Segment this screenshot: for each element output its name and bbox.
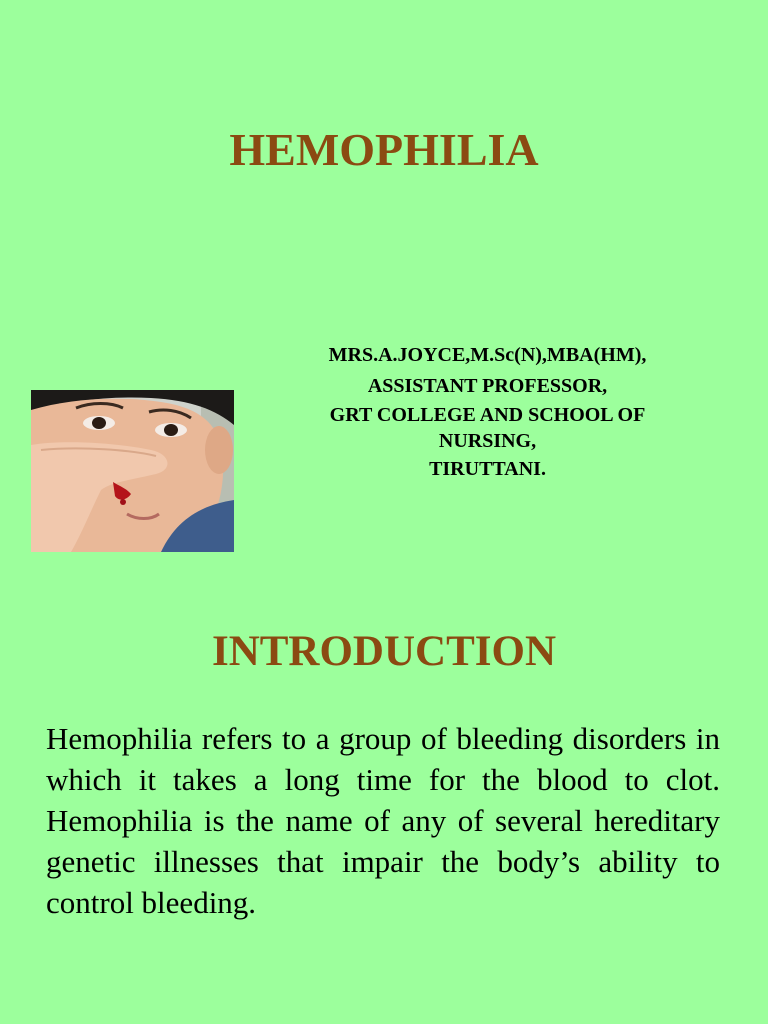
author-designation: ASSISTANT PROFESSOR, bbox=[367, 375, 608, 397]
section-title: INTRODUCTION bbox=[211, 628, 557, 675]
child-nosebleed-photo bbox=[31, 390, 234, 552]
author-location: TIRUTTANI. bbox=[429, 458, 546, 480]
author-name: MRS.A.JOYCE,M.Sc(N),MBA(HM), bbox=[328, 344, 647, 366]
author-institution-line2: NURSING, bbox=[438, 430, 537, 452]
author-institution-line1: GRT COLLEGE AND SCHOOL OF bbox=[329, 404, 646, 426]
intro-paragraph: Hemophilia refers to a group of bleeding disorders in which it takes a long time for the blood to clot. Hemophilia is the name of any of several hereditary genetic illnesses that impair the body’s ability to control bleeding. bbox=[46, 721, 720, 920]
author-block bbox=[285, 340, 690, 485]
page-title: HEMOPHILIA bbox=[229, 124, 539, 175]
